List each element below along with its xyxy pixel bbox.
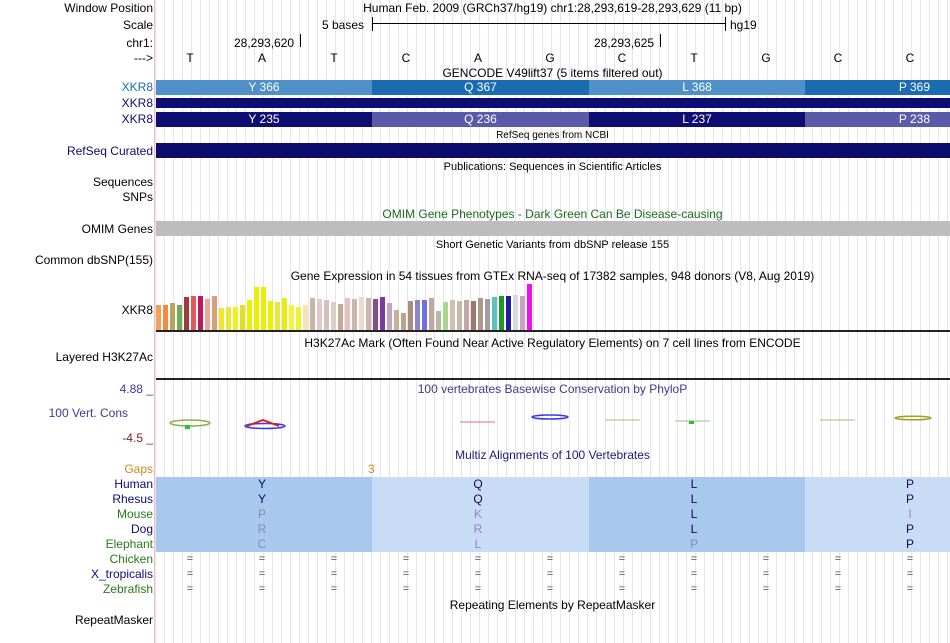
omim-track-title[interactable]: OMIM Gene Phenotypes - Dark Green Can Be Disease-causing [382, 207, 723, 221]
gtex-tissue-bar[interactable] [317, 299, 322, 330]
unaligned-marker: = [474, 568, 482, 580]
window-position-label[interactable]: Window Position [64, 1, 153, 15]
gtex-track-title[interactable]: Gene Expression in 54 tissues from GTEx RNA-seq of 17382 samples, 948 donors (V8, Aug 2019) [290, 269, 815, 283]
gtex-tissue-bar[interactable] [310, 298, 315, 330]
gencode-codon[interactable] [372, 80, 589, 95]
scale-bar [372, 23, 725, 24]
base-letter: C [905, 51, 915, 65]
unaligned-marker: = [186, 568, 194, 580]
repeatmasker-label[interactable]: RepeatMasker [74, 613, 153, 627]
base-letter: G [761, 51, 771, 65]
gtex-tissue-bar[interactable] [240, 305, 245, 330]
gtex-tissue-bar[interactable] [359, 297, 364, 330]
gtex-tissue-bar[interactable] [268, 301, 273, 330]
gtex-tissue-bar[interactable] [429, 298, 434, 330]
codon-label: P 369 [898, 80, 930, 94]
unaligned-marker: = [330, 553, 338, 565]
gtex-tissue-bar[interactable] [499, 296, 504, 330]
unaligned-marker: = [906, 553, 914, 565]
refseq-label[interactable]: RefSeq Curated [66, 144, 153, 158]
unaligned-marker: = [690, 583, 698, 595]
unaligned-marker: = [906, 583, 914, 595]
unaligned-marker: = [546, 568, 554, 580]
gtex-tissue-bar[interactable] [380, 297, 385, 330]
gtex-tissue-bar[interactable] [415, 300, 420, 330]
codon-label: Y 235 [248, 112, 280, 126]
aligned-residue: Q [473, 492, 483, 506]
unaligned-marker: = [474, 553, 482, 565]
gencode-codon[interactable] [589, 112, 805, 127]
gtex-tissue-bar[interactable] [401, 313, 406, 330]
multiz-species-label[interactable]: Dog [130, 522, 153, 536]
unaligned-marker: = [618, 583, 626, 595]
aligned-residue: L [690, 477, 698, 491]
gtex-tissue-bar[interactable] [282, 298, 287, 330]
unaligned-marker: = [474, 583, 482, 595]
gtex-tissue-bar[interactable] [387, 303, 392, 330]
aligned-residue: L [474, 537, 482, 551]
unaligned-marker: = [690, 568, 698, 580]
gencode-codon[interactable] [156, 112, 372, 127]
gtex-tissue-bar[interactable] [373, 299, 378, 330]
gtex-tissue-bar[interactable] [303, 305, 308, 330]
gtex-tissue-bar[interactable] [296, 307, 301, 330]
base-letter: T [186, 51, 194, 65]
unaligned-marker: = [402, 583, 410, 595]
unaligned-marker: = [834, 553, 842, 565]
gtex-tissue-bar[interactable] [436, 311, 441, 330]
gtex-tissue-bar[interactable] [471, 301, 476, 330]
base-letter: G [545, 51, 555, 65]
gtex-tissue-bar[interactable] [450, 300, 455, 330]
unaligned-marker: = [258, 568, 266, 580]
multiz-species-label[interactable]: Human [114, 477, 153, 491]
base-letter: C [617, 51, 627, 65]
aligned-residue: L [690, 522, 698, 536]
unaligned-marker: = [258, 553, 266, 565]
gtex-tissue-bar[interactable] [506, 296, 511, 330]
gtex-tissue-bar[interactable] [478, 298, 483, 330]
base-letter: T [330, 51, 338, 65]
ruler-pos-left: 28,293,620 [234, 36, 295, 50]
unaligned-marker: = [186, 583, 194, 595]
gtex-tissue-bar[interactable] [205, 299, 210, 330]
gencode-codon[interactable] [805, 80, 950, 95]
unaligned-marker: = [834, 583, 842, 595]
gencode-codon[interactable] [805, 112, 950, 127]
gtex-tissue-bar[interactable] [289, 305, 294, 330]
aligned-residue: P [905, 492, 915, 506]
conservation-min: -4.5 _ [122, 431, 153, 445]
gtex-tissue-bar[interactable] [156, 305, 161, 330]
gtex-tissue-bar[interactable] [513, 295, 518, 330]
unaligned-marker: = [330, 568, 338, 580]
unaligned-marker: = [762, 553, 770, 565]
gtex-tissue-bar[interactable] [261, 287, 266, 330]
gtex-tissue-bar[interactable] [163, 305, 168, 330]
multiz-species-label[interactable]: Mouse [116, 507, 153, 521]
multiz-track-title[interactable]: Multiz Alignments of 100 Vertebrates [455, 448, 650, 462]
base-letter: C [833, 51, 843, 65]
repeatmasker-track-title[interactable]: Repeating Elements by RepeatMasker [449, 598, 656, 612]
refseq-track-title[interactable]: RefSeq genes from NCBI [496, 130, 609, 141]
gencode-label-2[interactable]: XKR8 [121, 96, 153, 110]
gencode-codon[interactable] [156, 80, 372, 95]
gtex-tissue-bar[interactable] [464, 300, 469, 330]
gtex-tissue-bar[interactable] [219, 308, 224, 330]
h3k27ac-baseline [156, 378, 950, 380]
gtex-tissue-bar[interactable] [443, 302, 448, 330]
aligned-residue: P [905, 477, 915, 491]
scale-text: 5 bases [322, 18, 365, 32]
aligned-residue: P [905, 522, 915, 536]
gtex-tissue-bar[interactable] [492, 297, 497, 330]
gencode-track-title[interactable]: GENCODE V49lift37 (5 items filtered out) [442, 66, 663, 80]
multiz-species-label[interactable]: Rhesus [112, 492, 153, 506]
gtex-tissue-bar[interactable] [170, 303, 175, 330]
gtex-bar-chart[interactable] [156, 284, 536, 330]
codon-label: L 237 [682, 112, 712, 126]
gtex-tissue-bar[interactable] [191, 296, 196, 330]
gtex-tissue-bar[interactable] [177, 305, 182, 330]
unaligned-marker: = [402, 568, 410, 580]
gtex-tissue-bar[interactable] [331, 302, 336, 330]
gtex-tissue-bar[interactable] [226, 307, 231, 330]
gtex-tissue-bar[interactable] [198, 296, 203, 330]
conservation-max: 4.88 _ [119, 382, 153, 396]
aligned-residue: C [257, 537, 267, 551]
gtex-tissue-bar[interactable] [212, 296, 217, 330]
base-letter: A [473, 51, 483, 65]
aligned-residue: Q [473, 477, 483, 491]
multiz-species-label[interactable]: Zebrafish [102, 582, 153, 596]
codon-label: Q 367 [464, 80, 497, 94]
codon-label: Q 236 [464, 112, 497, 126]
gencode-codon[interactable] [372, 112, 589, 127]
gtex-baseline [156, 330, 950, 332]
unaligned-marker: = [546, 553, 554, 565]
scale-db: hg19 [730, 18, 757, 32]
unaligned-marker: = [402, 553, 410, 565]
guide-line [154, 0, 155, 643]
refseq-gene-bar[interactable] [156, 143, 950, 158]
publications-label-sequences[interactable]: Sequences [92, 175, 153, 189]
omim-label[interactable]: OMIM Genes [81, 222, 153, 236]
multiz-gaps-label[interactable]: Gaps [124, 462, 153, 476]
unaligned-marker: = [762, 568, 770, 580]
ruler-tick-left [300, 34, 301, 47]
aligned-residue: Y [257, 477, 267, 491]
multiz-species-label[interactable]: Elephant [105, 537, 153, 551]
assembly-position: Human Feb. 2009 (GRCh37/hg19) chr1:28,293,619-28,293,629 (11 bp) [363, 1, 742, 15]
gtex-tissue-bar[interactable] [408, 301, 413, 330]
multiz-species-label[interactable]: X_tropicalis [90, 567, 153, 581]
gtex-tissue-bar[interactable] [247, 300, 252, 330]
codon-label: Y 366 [248, 80, 280, 94]
unaligned-marker: = [330, 583, 338, 595]
dbsnp-label[interactable]: Common dbSNP(155) [34, 253, 153, 267]
aligned-residue: I [908, 507, 912, 521]
gtex-tissue-bar[interactable] [457, 301, 462, 330]
ruler-pos-right: 28,293,625 [594, 36, 655, 50]
publications-track-title[interactable]: Publications: Sequences in Scientific Articles [443, 161, 662, 173]
conservation-label[interactable]: 100 Vert. Cons [48, 406, 128, 420]
unaligned-marker: = [906, 568, 914, 580]
aligned-residue: L [690, 507, 698, 521]
unaligned-marker: = [186, 553, 194, 565]
aligned-residue: P [257, 507, 267, 521]
codon-label: L 368 [682, 80, 712, 94]
base-letter: C [401, 51, 411, 65]
aligned-residue: Y [257, 492, 267, 506]
alignment-block [805, 537, 950, 552]
base-letter: T [690, 51, 698, 65]
aligned-residue: R [473, 522, 483, 536]
base-letter: A [257, 51, 267, 65]
gtex-label[interactable]: XKR8 [121, 303, 153, 317]
chrom-label[interactable]: chr1: [126, 36, 153, 50]
gtex-tissue-bar[interactable] [394, 310, 399, 330]
alignment-block [805, 507, 950, 522]
gtex-tissue-bar[interactable] [254, 287, 259, 330]
scale-label[interactable]: Scale [122, 18, 153, 32]
aligned-residue: K [473, 507, 483, 521]
h3k27ac-label[interactable]: Layered H3K27Ac [55, 350, 153, 364]
strand-arrow-label[interactable]: ---> [134, 51, 153, 65]
scale-bar-right-tick [725, 17, 726, 31]
aligned-residue: L [690, 492, 698, 506]
gtex-tissue-bar[interactable] [422, 300, 427, 330]
gencode-label-3[interactable]: XKR8 [121, 112, 153, 126]
gtex-tissue-bar[interactable] [352, 299, 357, 330]
multiz-gaps-value: 3 [368, 462, 375, 476]
gtex-tissue-bar[interactable] [338, 304, 343, 330]
h3k27ac-track-title[interactable]: H3K27Ac Mark (Often Found Near Active Regulatory Elements) on 7 cell lines from ENCODE [304, 336, 801, 350]
unaligned-marker: = [834, 568, 842, 580]
gencode-label-1[interactable]: XKR8 [121, 80, 153, 94]
aligned-residue: P [905, 537, 915, 551]
gtex-tissue-bar[interactable] [527, 284, 532, 330]
unaligned-marker: = [762, 583, 770, 595]
alignment-block [805, 492, 950, 507]
publications-label-snps[interactable]: SNPs [122, 190, 153, 204]
omim-gene-bar[interactable] [156, 221, 950, 236]
gencode-codon[interactable] [589, 80, 805, 95]
gtex-tissue-bar[interactable] [184, 297, 189, 330]
aligned-residue: R [257, 522, 267, 536]
unaligned-marker: = [690, 553, 698, 565]
gtex-tissue-bar[interactable] [520, 296, 525, 330]
gtex-tissue-bar[interactable] [485, 299, 490, 330]
gtex-tissue-bar[interactable] [233, 307, 238, 330]
gtex-tissue-bar[interactable] [366, 298, 371, 330]
gtex-tissue-bar[interactable] [275, 302, 280, 330]
multiz-species-label[interactable]: Chicken [109, 552, 153, 566]
alignment-block [805, 477, 950, 492]
codon-label: P 238 [898, 112, 930, 126]
unaligned-marker: = [258, 583, 266, 595]
unaligned-marker: = [546, 583, 554, 595]
alignment-block [805, 522, 950, 537]
scale-bar-left-tick [372, 17, 373, 31]
ruler-tick-right [660, 34, 661, 47]
gtex-tissue-bar[interactable] [345, 298, 350, 330]
conservation-track-title[interactable]: 100 vertebrates Basewise Conservation by PhyloP [417, 382, 688, 396]
unaligned-marker: = [618, 568, 626, 580]
aligned-residue: P [689, 537, 699, 551]
dbsnp-track-title[interactable]: Short Genetic Variants from dbSNP release 155 [435, 239, 670, 251]
gtex-tissue-bar[interactable] [324, 300, 329, 330]
gencode-transcript-bar[interactable] [156, 98, 950, 108]
unaligned-marker: = [618, 553, 626, 565]
conservation-wiggle[interactable] [155, 405, 950, 435]
